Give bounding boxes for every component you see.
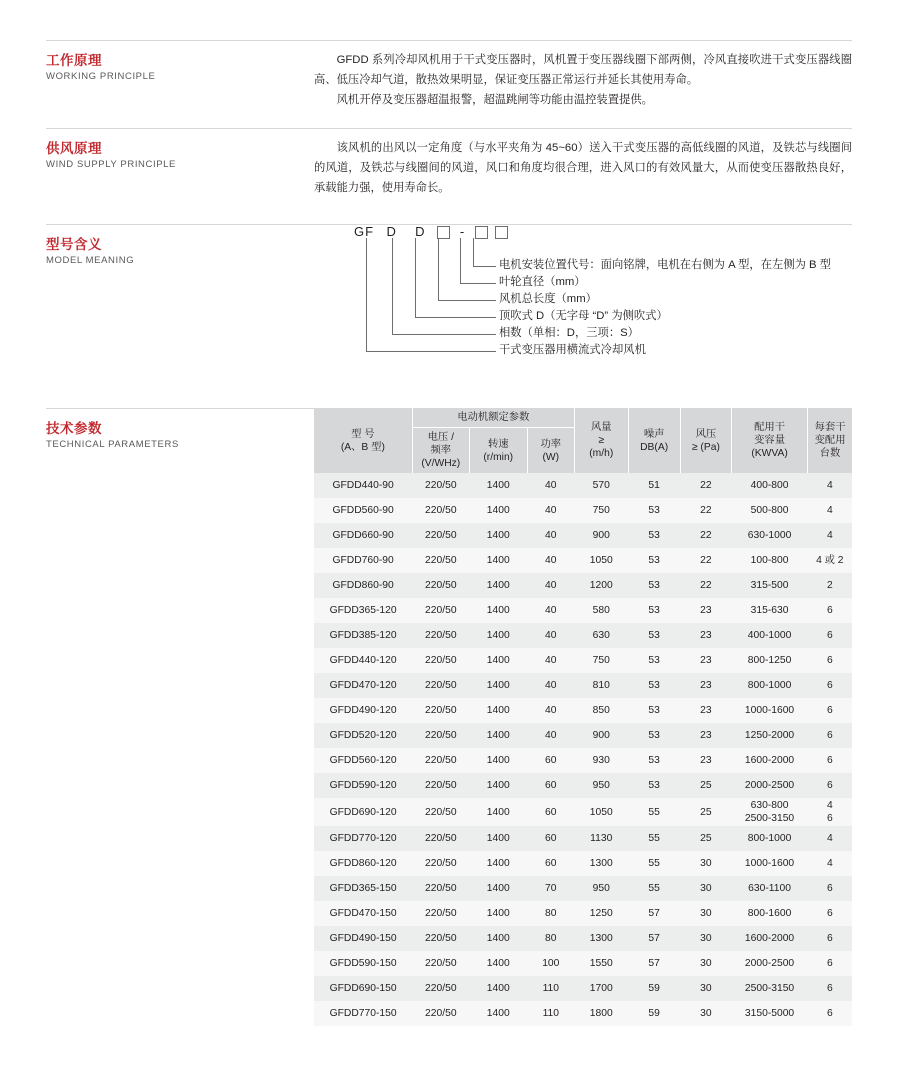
- cell-model: GFDD365-120: [314, 598, 412, 623]
- header-capacity: [732, 408, 808, 473]
- cell-sets: 2: [808, 573, 852, 598]
- cell-airflow: 630: [574, 623, 628, 648]
- table-row: [314, 876, 852, 901]
- cell-capacity: 2500-3150: [732, 976, 808, 1001]
- cell-capacity: 400-800: [732, 473, 808, 498]
- cell-model: GFDD385-120: [314, 623, 412, 648]
- cell-noise: 59: [628, 1001, 680, 1026]
- legend-label-impeller-diameter: 叶轮直径（mm）: [499, 276, 586, 288]
- cell-airflow: 1300: [574, 926, 628, 951]
- cell-model: GFDD560-120: [314, 748, 412, 773]
- code-gf: GF: [354, 224, 375, 239]
- cell-sets: 4: [808, 498, 852, 523]
- header-speed-line1: 转速: [487, 438, 509, 450]
- cell-sets: 6: [808, 598, 852, 623]
- cell-noise: 53: [628, 773, 680, 798]
- header-voltage-line1: 电压 /: [427, 432, 454, 443]
- table-row: [314, 901, 852, 926]
- cell-noise: 53: [628, 648, 680, 673]
- cell-sets: 4 或 2: [808, 548, 852, 573]
- cell-power: 110: [527, 976, 574, 1001]
- table-row: [314, 723, 852, 748]
- code-d2: D: [415, 224, 426, 239]
- cell-pressure: 22: [680, 498, 731, 523]
- section-technical-parameters: [46, 408, 852, 1048]
- paragraph: 该风机的出风以一定角度（与水平夹角为 45~60）送入干式变压器的高低线圈的风道，及铁芯与线圈间的风道，及铁芯与线圈间的风道，风口和角度均很合理，进入风口的有效风量大，从而使变压器散热良好，承载能力强，使用寿命长。: [314, 142, 852, 194]
- header-motor-group: 电动机额定参数: [412, 408, 574, 428]
- table-row: [314, 598, 852, 623]
- cell-model: GFDD470-150: [314, 901, 412, 926]
- cell-noise: 57: [628, 926, 680, 951]
- cell-power: 60: [527, 748, 574, 773]
- cell-capacity: 100-800: [732, 548, 808, 573]
- cell-sets: 6: [808, 648, 852, 673]
- table-row: [314, 648, 852, 673]
- model-code-row: [354, 224, 509, 239]
- cell-voltage: 220/50: [412, 648, 469, 673]
- cell-airflow: 950: [574, 876, 628, 901]
- cell-airflow: 1200: [574, 573, 628, 598]
- cell-airflow: 580: [574, 598, 628, 623]
- cell-pressure: 23: [680, 598, 731, 623]
- header-noise-line2: DB(A): [640, 441, 669, 453]
- cell-pressure: 30: [680, 1001, 731, 1026]
- cell-model: GFDD590-150: [314, 951, 412, 976]
- cell-capacity: 800-1000: [732, 826, 808, 851]
- header-model-line2: (A、B 型): [340, 441, 385, 453]
- cell-sets: 6: [808, 748, 852, 773]
- cell-pressure: 23: [680, 673, 731, 698]
- cell-capacity: 3150-5000: [732, 1001, 808, 1026]
- header-voltage-line2: 频率: [430, 445, 452, 456]
- table-row: [314, 748, 852, 773]
- section-body-wind-supply-principle: [314, 138, 852, 198]
- cell-capacity: 800-1000: [732, 673, 808, 698]
- cell-speed: 1400: [469, 673, 527, 698]
- cell-speed: 1400: [469, 798, 527, 826]
- cell-capacity: 630-1000: [732, 523, 808, 548]
- cell-pressure: 22: [680, 473, 731, 498]
- cell-sets: 6: [808, 976, 852, 1001]
- cell-airflow: 750: [574, 648, 628, 673]
- cell-power: 40: [527, 523, 574, 548]
- cell-speed: 1400: [469, 951, 527, 976]
- cell-speed: 1400: [469, 851, 527, 876]
- table-row: [314, 976, 852, 1001]
- cell-voltage: 220/50: [412, 548, 469, 573]
- section-model-meaning: [46, 224, 852, 384]
- cell-pressure: 25: [680, 798, 731, 826]
- table-row: [314, 548, 852, 573]
- cell-speed: 1400: [469, 826, 527, 851]
- legend-label-phase: 相数（单相：D，三项：S）: [499, 327, 639, 339]
- cell-speed: 1400: [469, 523, 527, 548]
- cell-sets: 6: [808, 901, 852, 926]
- section-wind-supply-principle: [46, 128, 852, 208]
- cell-noise: 55: [628, 826, 680, 851]
- cell-sets: 6: [808, 673, 852, 698]
- cell-voltage: 220/50: [412, 1001, 469, 1026]
- section-divider: [46, 40, 852, 41]
- cell-capacity: 2000-2500: [732, 951, 808, 976]
- code-d1: D: [386, 224, 397, 239]
- cell-line: 2500-3150: [744, 813, 795, 824]
- cell-speed: 1400: [469, 473, 527, 498]
- cell-voltage: 220/50: [412, 723, 469, 748]
- code-dash: -: [459, 224, 466, 239]
- cell-pressure: 22: [680, 548, 731, 573]
- table-row: [314, 826, 852, 851]
- cell-model: GFDD440-120: [314, 648, 412, 673]
- cell-noise: 53: [628, 523, 680, 548]
- cell-capacity: 500-800: [732, 498, 808, 523]
- cell-pressure: 22: [680, 523, 731, 548]
- cell-capacity: [732, 798, 808, 826]
- cell-model: GFDD660-90: [314, 523, 412, 548]
- cell-voltage: 220/50: [412, 773, 469, 798]
- table-row: [314, 773, 852, 798]
- cell-power: 40: [527, 673, 574, 698]
- cell-model: GFDD690-150: [314, 976, 412, 1001]
- cell-noise: 55: [628, 876, 680, 901]
- header-power-line2: (W): [542, 451, 560, 463]
- header-sets-line2: 变配用: [814, 435, 846, 446]
- cell-noise: 59: [628, 976, 680, 1001]
- cell-sets: 6: [808, 623, 852, 648]
- cell-speed: 1400: [469, 648, 527, 673]
- cell-voltage: 220/50: [412, 498, 469, 523]
- cell-pressure: 23: [680, 698, 731, 723]
- header-speed-line2: (r/min): [483, 451, 514, 463]
- cell-capacity: 1250-2000: [732, 723, 808, 748]
- cell-airflow: 950: [574, 773, 628, 798]
- cell-model: GFDD590-120: [314, 773, 412, 798]
- table-head: [314, 408, 852, 473]
- cell-model: GFDD365-150: [314, 876, 412, 901]
- header-noise: [628, 408, 680, 473]
- cell-sets: 6: [808, 951, 852, 976]
- cell-voltage: 220/50: [412, 673, 469, 698]
- cell-voltage: 220/50: [412, 473, 469, 498]
- cell-pressure: 25: [680, 826, 731, 851]
- cell-power: 40: [527, 723, 574, 748]
- table-header-row-1: [314, 408, 852, 428]
- cell-model: GFDD490-150: [314, 926, 412, 951]
- cell-capacity: 1600-2000: [732, 748, 808, 773]
- cell-speed: 1400: [469, 573, 527, 598]
- cell-power: 40: [527, 623, 574, 648]
- section-title-en: TECHNICAL PARAMETERS: [46, 439, 179, 450]
- cell-power: 100: [527, 951, 574, 976]
- cell-noise: 53: [628, 698, 680, 723]
- cell-model: GFDD470-120: [314, 673, 412, 698]
- cell-sets: 6: [808, 1001, 852, 1026]
- cell-model: GFDD760-90: [314, 548, 412, 573]
- cell-voltage: 220/50: [412, 951, 469, 976]
- section-title-cn: 供风原理: [46, 141, 102, 156]
- cell-pressure: 30: [680, 926, 731, 951]
- cell-power: 70: [527, 876, 574, 901]
- cell-model: GFDD860-90: [314, 573, 412, 598]
- header-voltage-line3: (V/WHz): [421, 458, 461, 469]
- table-row: [314, 673, 852, 698]
- cell-line: 630-800: [750, 800, 789, 811]
- cell-capacity: 800-1600: [732, 901, 808, 926]
- cell-voltage: 220/50: [412, 976, 469, 1001]
- cell-voltage: 220/50: [412, 876, 469, 901]
- cell-noise: 53: [628, 598, 680, 623]
- cell-voltage: 220/50: [412, 598, 469, 623]
- cell-sets: [808, 798, 852, 826]
- cell-airflow: 750: [574, 498, 628, 523]
- cell-pressure: 30: [680, 876, 731, 901]
- cell-power: 110: [527, 1001, 574, 1026]
- cell-capacity: 400-1000: [732, 623, 808, 648]
- cell-speed: 1400: [469, 1001, 527, 1026]
- header-model: [314, 408, 412, 473]
- cell-voltage: 220/50: [412, 623, 469, 648]
- cell-voltage: 220/50: [412, 901, 469, 926]
- cell-speed: 1400: [469, 901, 527, 926]
- cell-capacity: 630-1100: [732, 876, 808, 901]
- cell-model: GFDD690-120: [314, 798, 412, 826]
- cell-power: 40: [527, 573, 574, 598]
- cell-pressure: 25: [680, 773, 731, 798]
- cell-capacity: 1600-2000: [732, 926, 808, 951]
- table-row: [314, 851, 852, 876]
- cell-airflow: 810: [574, 673, 628, 698]
- cell-airflow: 930: [574, 748, 628, 773]
- cell-airflow: 1050: [574, 798, 628, 826]
- cell-noise: 53: [628, 498, 680, 523]
- table-row: [314, 573, 852, 598]
- cell-model: GFDD860-120: [314, 851, 412, 876]
- header-model-line1: 型 号: [351, 428, 375, 440]
- cell-pressure: 30: [680, 951, 731, 976]
- cell-power: 60: [527, 798, 574, 826]
- cell-noise: 55: [628, 851, 680, 876]
- header-capacity-line3: (KWVA): [751, 448, 788, 459]
- section-title-wind-supply-principle: [46, 140, 276, 172]
- cell-model: GFDD770-150: [314, 1001, 412, 1026]
- cell-line: 4: [826, 800, 833, 811]
- cell-sets: 6: [808, 773, 852, 798]
- cell-sets: 4: [808, 473, 852, 498]
- section-title-cn: 工作原理: [46, 53, 102, 68]
- cell-pressure: 23: [680, 648, 731, 673]
- cell-airflow: 1050: [574, 548, 628, 573]
- section-working-principle: [46, 40, 852, 114]
- table-row: [314, 623, 852, 648]
- cell-speed: 1400: [469, 623, 527, 648]
- cell-voltage: 220/50: [412, 926, 469, 951]
- cell-noise: 55: [628, 798, 680, 826]
- cell-capacity: 2000-2500: [732, 773, 808, 798]
- cell-sets: 4: [808, 851, 852, 876]
- leader-line-6: [366, 238, 496, 352]
- cell-speed: 1400: [469, 548, 527, 573]
- cell-model: GFDD770-120: [314, 826, 412, 851]
- table-row: [314, 698, 852, 723]
- header-speed: [469, 428, 527, 474]
- cell-airflow: 1130: [574, 826, 628, 851]
- cell-pressure: 23: [680, 748, 731, 773]
- section-title-en: WIND SUPPLY PRINCIPLE: [46, 159, 176, 170]
- cell-speed: 1400: [469, 698, 527, 723]
- section-title-working-principle: [46, 52, 276, 84]
- cell-voltage: 220/50: [412, 698, 469, 723]
- cell-power: 40: [527, 473, 574, 498]
- paragraph: GFDD 系列冷却风机用于干式变压器时，风机置于变压器线圈下部两侧，冷风直接吹进干式变压器线圈高、低压冷却气道，散热效果明显，保证变压器正常运行并延长其使用寿命。: [314, 54, 852, 86]
- cell-power: 40: [527, 698, 574, 723]
- legend-label-motor-position: 电机安装位置代号：面向铭牌，电机在右侧为 A 型，在左侧为 B 型: [499, 259, 832, 271]
- table-body: [314, 473, 852, 1026]
- cell-sets: 6: [808, 876, 852, 901]
- legend-label-total-length: 风机总长度（mm）: [499, 293, 597, 305]
- table-row: [314, 498, 852, 523]
- section-title-cn: 技术参数: [46, 421, 102, 436]
- cell-airflow: 1250: [574, 901, 628, 926]
- cell-power: 80: [527, 926, 574, 951]
- cell-noise: 53: [628, 548, 680, 573]
- cell-pressure: 30: [680, 851, 731, 876]
- cell-airflow: 1300: [574, 851, 628, 876]
- header-pressure: [680, 408, 731, 473]
- section-title-en: WORKING PRINCIPLE: [46, 71, 156, 82]
- cell-pressure: 23: [680, 723, 731, 748]
- cell-power: 60: [527, 826, 574, 851]
- cell-model: GFDD520-120: [314, 723, 412, 748]
- section-divider: [46, 128, 852, 129]
- cell-voltage: 220/50: [412, 748, 469, 773]
- cell-capacity: 800-1250: [732, 648, 808, 673]
- cell-model: GFDD560-90: [314, 498, 412, 523]
- cell-voltage: 220/50: [412, 826, 469, 851]
- cell-power: 40: [527, 648, 574, 673]
- cell-sets: 4: [808, 523, 852, 548]
- cell-speed: 1400: [469, 876, 527, 901]
- cell-model: GFDD440-90: [314, 473, 412, 498]
- cell-sets: 4: [808, 826, 852, 851]
- header-sets-line1: 每套干: [814, 422, 846, 433]
- cell-pressure: 30: [680, 901, 731, 926]
- cell-airflow: 1550: [574, 951, 628, 976]
- cell-speed: 1400: [469, 723, 527, 748]
- header-capacity-line2: 变容量: [754, 435, 785, 446]
- cell-pressure: 30: [680, 976, 731, 1001]
- cell-noise: 53: [628, 623, 680, 648]
- cell-speed: 1400: [469, 598, 527, 623]
- cell-voltage: 220/50: [412, 523, 469, 548]
- header-noise-line1: 噪声: [643, 428, 665, 440]
- cell-airflow: 1700: [574, 976, 628, 1001]
- cell-noise: 51: [628, 473, 680, 498]
- cell-capacity: 315-630: [732, 598, 808, 623]
- header-power-line1: 功率: [540, 438, 562, 450]
- cell-noise: 57: [628, 901, 680, 926]
- cell-voltage: 220/50: [412, 573, 469, 598]
- cell-sets: 6: [808, 698, 852, 723]
- section-title-en: MODEL MEANING: [46, 255, 135, 266]
- code-box-3: [495, 226, 508, 239]
- cell-pressure: 22: [680, 573, 731, 598]
- paragraph: 风机开停及变压器超温报警，超温跳闸等功能由温控装置提供。: [336, 94, 653, 106]
- cell-capacity: 1000-1600: [732, 698, 808, 723]
- cell-pressure: 23: [680, 623, 731, 648]
- header-airflow: [574, 408, 628, 473]
- legend-label-top-blow: 顶吹式 D（无字母 “D” 为侧吹式）: [499, 310, 668, 322]
- cell-power: 40: [527, 598, 574, 623]
- header-sets-line3: 台数: [819, 448, 841, 459]
- cell-sets: 6: [808, 926, 852, 951]
- cell-voltage: 220/50: [412, 798, 469, 826]
- cell-sets: 6: [808, 723, 852, 748]
- table-row: [314, 473, 852, 498]
- header-power: [527, 428, 574, 474]
- cell-noise: 53: [628, 673, 680, 698]
- cell-speed: 1400: [469, 926, 527, 951]
- cell-power: 60: [527, 773, 574, 798]
- technical-parameters-table-wrap: [314, 408, 852, 1026]
- cell-capacity: 1000-1600: [732, 851, 808, 876]
- cell-noise: 53: [628, 748, 680, 773]
- cell-speed: 1400: [469, 498, 527, 523]
- cell-power: 40: [527, 498, 574, 523]
- table-row: [314, 798, 852, 826]
- section-title-model-meaning: [46, 236, 276, 268]
- technical-parameters-table: [314, 408, 852, 1026]
- cell-speed: 1400: [469, 976, 527, 1001]
- table-row: [314, 523, 852, 548]
- cell-capacity: 315-500: [732, 573, 808, 598]
- cell-line: 6: [826, 813, 833, 824]
- header-pressure-line2: ≥ (Pa): [691, 441, 720, 453]
- header-sets: [808, 408, 852, 473]
- model-code-diagram: [314, 224, 852, 364]
- header-voltage: [412, 428, 469, 474]
- cell-power: 40: [527, 548, 574, 573]
- cell-noise: 57: [628, 951, 680, 976]
- header-pressure-line1: 风压: [695, 428, 717, 440]
- section-title-cn: 型号含义: [46, 237, 102, 252]
- section-body-working-principle: [314, 50, 852, 110]
- cell-model: GFDD490-120: [314, 698, 412, 723]
- cell-speed: 1400: [469, 748, 527, 773]
- cell-power: 60: [527, 851, 574, 876]
- header-airflow-line3: (m/h): [589, 448, 614, 459]
- legend-label-product-type: 干式变压器用横流式冷却风机: [499, 344, 646, 356]
- cell-airflow: 1800: [574, 1001, 628, 1026]
- cell-airflow: 900: [574, 723, 628, 748]
- cell-speed: 1400: [469, 773, 527, 798]
- cell-airflow: 850: [574, 698, 628, 723]
- table-row: [314, 1001, 852, 1026]
- cell-noise: 53: [628, 723, 680, 748]
- cell-airflow: 570: [574, 473, 628, 498]
- header-airflow-line2: ≥: [598, 435, 605, 446]
- section-title-technical-parameters: [46, 420, 276, 452]
- table-row: [314, 951, 852, 976]
- cell-airflow: 900: [574, 523, 628, 548]
- cell-power: 80: [527, 901, 574, 926]
- table-row: [314, 926, 852, 951]
- cell-voltage: 220/50: [412, 851, 469, 876]
- header-airflow-line1: 风量: [590, 422, 612, 433]
- cell-noise: 53: [628, 573, 680, 598]
- header-capacity-line1: 配用干: [754, 422, 785, 433]
